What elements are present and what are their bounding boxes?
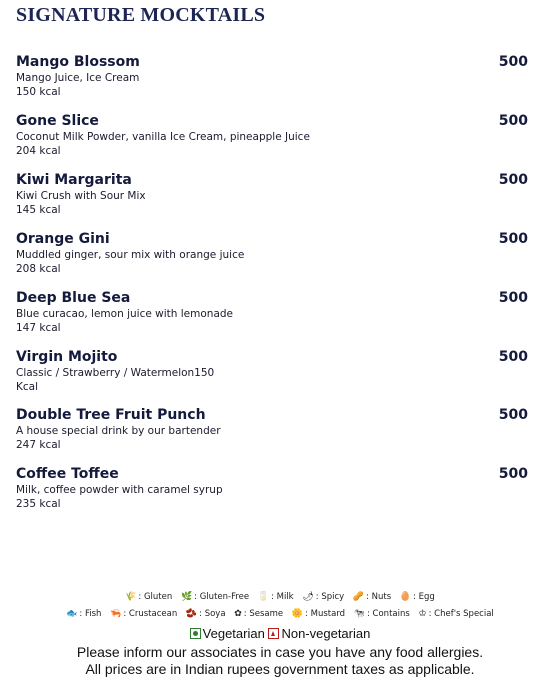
soya-icon: 🫘	[185, 609, 198, 619]
menu-item	[16, 466, 528, 511]
item-description: Milk, coffee powder with caramel syrup	[16, 484, 223, 496]
contains-icon: 🐄	[353, 609, 365, 619]
menu-title: SIGNATURE MOCKTAILS	[16, 4, 266, 26]
price-notice: All prices are in Indian rupees government taxes as applicable.	[85, 661, 475, 677]
item-name: Deep Blue Sea	[16, 290, 131, 306]
item-description: Coconut Milk Powder, vanilla Ice Cream, pineapple Juice	[16, 131, 310, 143]
chef-hat-icon: ♔	[418, 609, 427, 619]
menu-item	[16, 231, 528, 276]
item-calories: 208 kcal	[16, 263, 61, 275]
veg-label: Vegetarian	[202, 626, 265, 641]
item-name: Virgin Mojito	[16, 349, 118, 365]
item-name: Mango Blossom	[16, 54, 140, 70]
shrimp-icon: 🦐	[110, 609, 122, 619]
nonveg-label: Non-vegetarian	[281, 626, 371, 641]
item-price: 500	[498, 113, 528, 129]
item-name: Kiwi Margarita	[16, 172, 132, 188]
fish-icon: 🐟	[66, 609, 78, 619]
mustard-icon: 🌼	[291, 609, 304, 619]
sesame-icon: ✿	[234, 609, 242, 619]
legend-soya: 🫘 : Soya	[185, 609, 226, 619]
milk-icon: 🥛	[257, 592, 270, 602]
item-description: Kiwi Crush with Sour Mix	[16, 190, 146, 202]
item-price: 500	[498, 407, 528, 423]
item-name: Orange Gini	[16, 231, 110, 247]
item-calories: 147 kcal	[16, 322, 61, 334]
legend-sesame: ✿ : Sesame	[234, 609, 284, 619]
menu-item	[16, 172, 528, 217]
allergen-legend-row-2	[0, 609, 560, 619]
item-calories: 204 kcal	[16, 145, 61, 157]
item-price: 500	[498, 54, 528, 70]
legend-crustacean: 🦐 : Crustacean	[110, 609, 178, 619]
menu-item	[16, 407, 528, 452]
item-price: 500	[498, 349, 528, 365]
item-calories: 145 kcal	[16, 204, 61, 216]
egg-icon: 🥚	[399, 592, 412, 602]
item-name: Gone Slice	[16, 113, 99, 129]
item-price: 500	[498, 290, 528, 306]
item-description: Classic / Strawberry / Watermelon150	[16, 367, 215, 379]
legend-gluten: 🌾 : Gluten	[125, 592, 173, 602]
legend-fish: 🐟 : Fish	[66, 609, 102, 619]
allergen-legend-row-1	[0, 592, 560, 602]
item-description: Mango Juice, Ice Cream	[16, 72, 140, 84]
veg-nonveg-legend	[0, 626, 560, 641]
legend-mustard: 🌼 : Mustard	[291, 609, 346, 619]
legend-spicy: 🌶 : Spicy	[302, 592, 345, 602]
legend-gluten-free: 🌿 : Gluten-Free	[180, 592, 250, 602]
item-price: 500	[498, 466, 528, 482]
allergy-notice: Please inform our associates in case you have any food allergies.	[76, 644, 484, 660]
menu-item	[16, 290, 528, 335]
item-calories: 247 kcal	[16, 439, 61, 451]
legend-nuts: 🥜 : Nuts	[352, 592, 392, 602]
menu-item	[16, 349, 528, 394]
menu-item	[16, 113, 528, 158]
item-name: Double Tree Fruit Punch	[16, 407, 206, 423]
item-description: A house special drink by our bartender	[16, 425, 221, 437]
legend-chefs-special: ♔ : Chef's Special	[418, 609, 494, 619]
legend-egg: 🥚 : Egg	[399, 592, 435, 602]
gluten-free-icon: 🌿	[180, 592, 193, 602]
item-calories: Kcal	[16, 381, 39, 393]
nut-icon: 🥜	[352, 592, 365, 602]
item-description: Muddled ginger, sour mix with orange juice	[16, 249, 245, 261]
legend-contains: 🐄 : Contains	[353, 609, 410, 619]
item-calories: 235 kcal	[16, 498, 61, 510]
item-calories: 150 kcal	[16, 86, 61, 98]
nonveg-mark-icon	[268, 628, 279, 639]
chili-icon: 🌶	[302, 592, 314, 602]
item-description: Blue curacao, lemon juice with lemonade	[16, 308, 233, 320]
item-price: 500	[498, 231, 528, 247]
veg-mark-icon	[190, 628, 201, 639]
legend-milk: 🥛 : Milk	[257, 592, 294, 602]
item-name: Coffee Toffee	[16, 466, 119, 482]
menu-item	[16, 54, 528, 99]
item-price: 500	[498, 172, 528, 188]
wheat-icon: 🌾	[125, 592, 137, 602]
